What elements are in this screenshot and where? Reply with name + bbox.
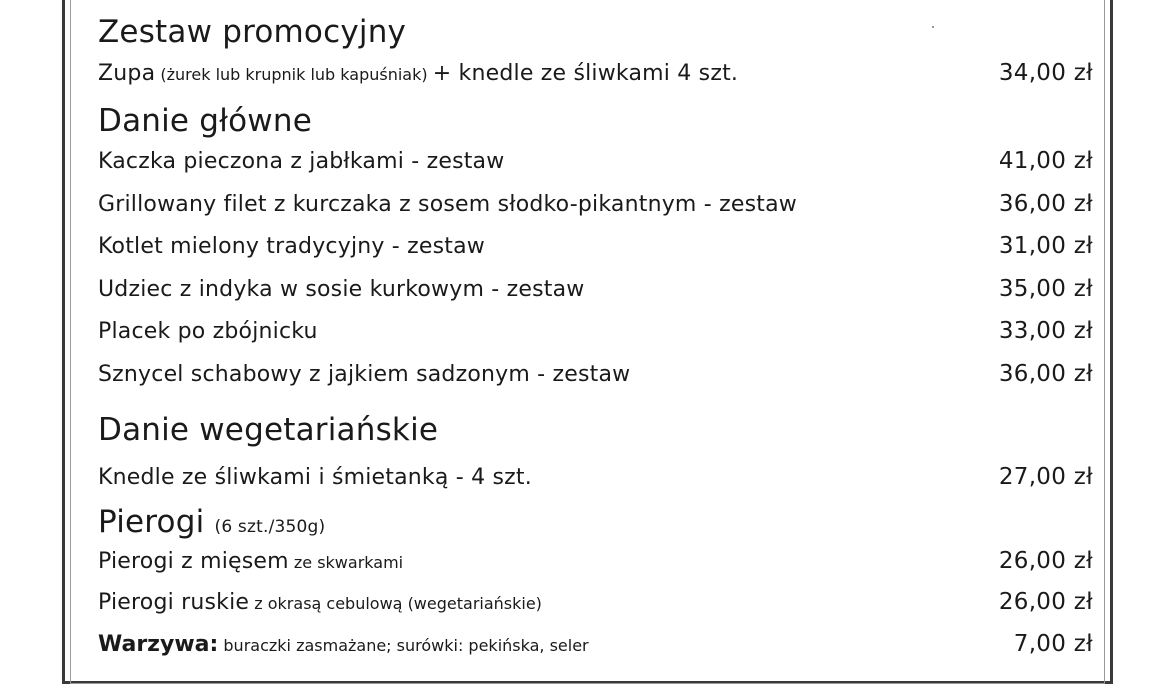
menu-item-main [98,233,1093,263]
menu-item-price: 34,00 zł [998,60,1093,86]
menu-item-price: 26,00 zł [998,589,1093,615]
menu-item-main [98,361,1093,391]
menu-item-vege [98,464,1093,494]
section-title-main: Danie główne [98,103,312,139]
menu-item-name-after: + knedle ze śliwkami 4 szt. [432,61,739,86]
menu-item-price: 26,00 zł [998,548,1093,574]
menu-item-price: 33,00 zł [998,318,1093,344]
menu-item-detail: buraczki zasmażane; surówki: pekińska, seler [223,636,589,655]
menu-item-name: Udziec z indyka w sosie kurkowym - zestaw [98,277,585,302]
menu-item-name: Kaczka pieczona z jabłkami - zestaw [98,149,505,174]
print-speck [932,26,934,28]
menu-item-price: 27,00 zł [998,464,1093,490]
menu-item-label: Warzywa: [98,632,219,657]
menu-item-pierogi [98,548,1093,578]
menu-item-price: 7,00 zł [1013,631,1093,657]
menu-item-detail: ze skwarkami [293,553,404,572]
section-title-pierogi-label: Pierogi [98,504,205,540]
menu-item-price: 36,00 zł [998,361,1093,387]
menu-item-name: Placek po zbójnicku [98,319,318,344]
menu-item-price: 41,00 zł [998,148,1093,174]
menu-item-detail: z okrasą cebulową (wegetariańskie) [254,594,542,613]
menu-item-price: 35,00 zł [998,276,1093,302]
section-title-promo: Zestaw promocyjny [98,14,407,50]
menu-item-name: Sznycel schabowy z jajkiem sadzonym - zestaw [98,362,631,387]
menu-item-name: Zupa (żurek lub krupnik lub kapuśniak) + knedle ze śliwkami 4 szt. [98,61,739,86]
menu-item-name: Grillowany filet z kurczaka z sosem słodko-pikantnym - zestaw [98,192,797,217]
section-title-pierogi [98,504,326,540]
menu-item-main [98,318,1093,348]
menu-item-name: Knedle ze śliwkami i śmietanką - 4 szt. [98,465,532,490]
menu-item-main [98,276,1093,306]
menu-item-price: 36,00 zł [998,191,1093,217]
menu-item-name: Kotlet mielony tradycyjny - zestaw [98,234,485,259]
section-title-vege: Danie wegetariańskie [98,412,439,448]
menu-item-main [98,148,1093,178]
menu-item-promo [98,60,1093,90]
section-title-pierogi-note: (6 szt./350g) [214,517,326,537]
menu-item-pierogi [98,589,1093,619]
menu-item-name [98,632,589,657]
menu-item-veg [98,631,1093,661]
menu-item-main [98,191,1093,221]
menu-item-name: Pierogi ruskie z okrasą cebulową (wegetariańskie) [98,590,542,615]
menu-item-price: 31,00 zł [998,233,1093,259]
menu-item-name: Pierogi z mięsem ze skwarkami [98,549,404,574]
menu-item-detail: (żurek lub krupnik lub kapuśniak) [160,65,428,84]
